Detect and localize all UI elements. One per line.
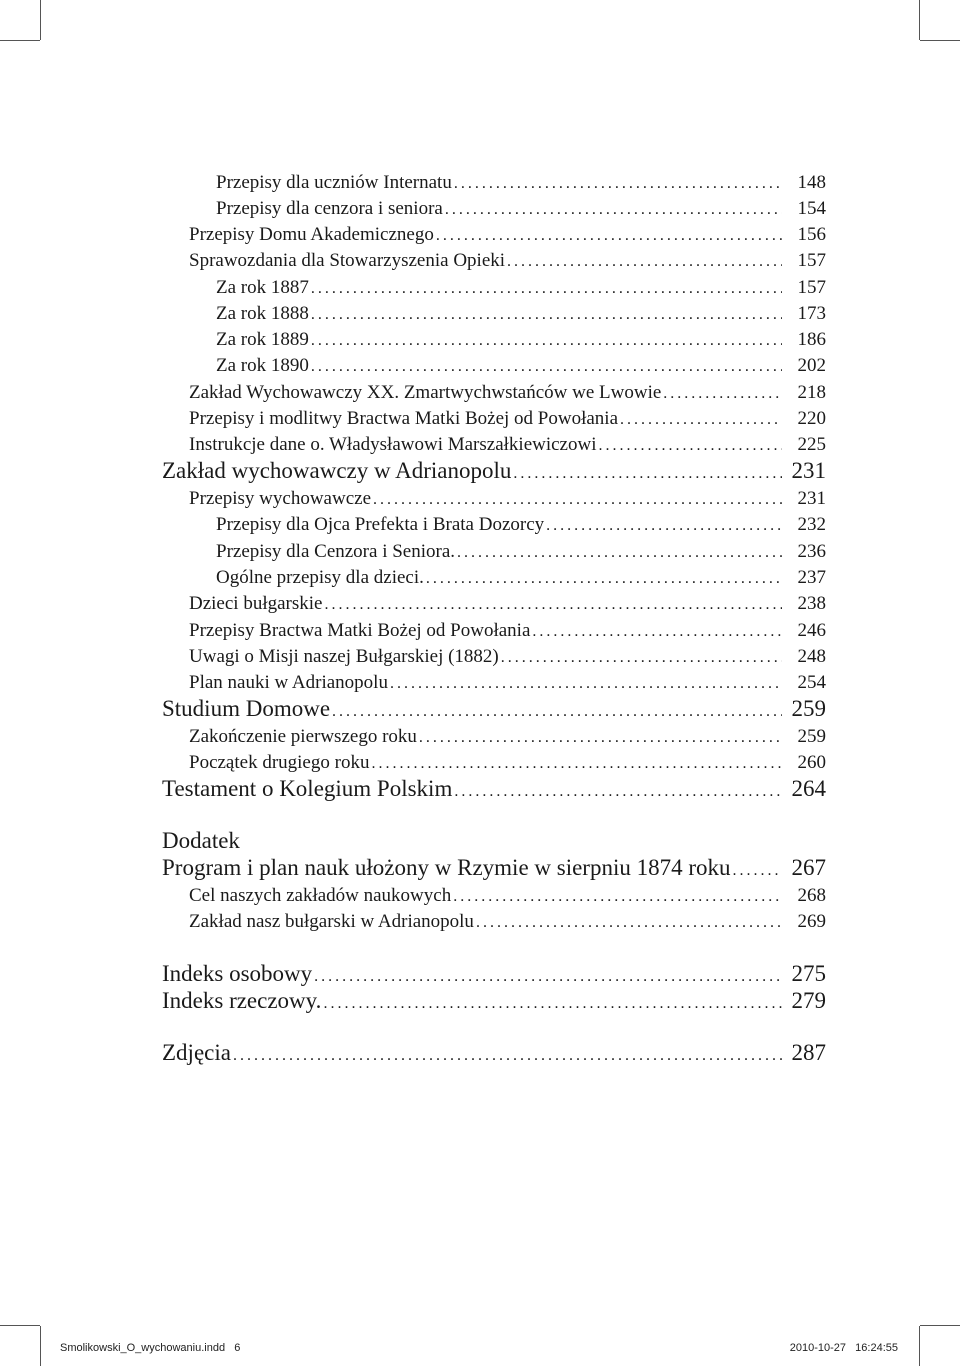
dot-leader bbox=[445, 201, 782, 219]
toc-entry-label: Przepisy Bractwa Matki Bożej od Powołania bbox=[189, 620, 531, 641]
toc-entry-label: Przepisy dla Ojca Prefekta i Brata Dozorcy bbox=[216, 514, 545, 535]
toc-entry[interactable] bbox=[189, 250, 826, 272]
toc-entry[interactable] bbox=[162, 776, 826, 802]
toc-entry-label: Przepisy dla uczniów Internatu bbox=[216, 172, 452, 193]
dot-leader bbox=[311, 332, 782, 350]
toc-page-number: 202 bbox=[797, 355, 826, 376]
dot-leader bbox=[733, 862, 782, 880]
toc-entry-label: Studium Domowe bbox=[162, 696, 331, 721]
toc-entry[interactable] bbox=[216, 567, 826, 589]
toc-entry[interactable] bbox=[189, 911, 826, 933]
toc-page-number: 218 bbox=[797, 382, 826, 403]
toc-entry[interactable] bbox=[162, 855, 826, 881]
dot-leader bbox=[546, 517, 782, 535]
toc-entry-label: Ogólne przepisy dla dzieci. bbox=[216, 567, 424, 588]
toc-page-number: 260 bbox=[797, 752, 826, 773]
toc-entry[interactable] bbox=[189, 593, 826, 615]
toc-entry-label: Zdjęcia bbox=[162, 1040, 231, 1065]
crop-mark bbox=[0, 40, 40, 41]
toc-entry[interactable] bbox=[189, 382, 826, 404]
toc-entry[interactable] bbox=[216, 277, 826, 299]
toc-page-number: 156 bbox=[797, 224, 826, 245]
toc-entry[interactable] bbox=[189, 488, 826, 510]
toc-page-number: 267 bbox=[791, 855, 826, 880]
toc-page-number: 157 bbox=[797, 277, 826, 298]
toc-entry-label: Instrukcje dane o. Władysławowi Marszałkiewiczowi bbox=[189, 434, 597, 455]
toc-entry-label: Za rok 1888 bbox=[216, 303, 309, 324]
toc-entry-label: Program i plan nauk ułożony w Rzymie w sierpniu 1874 roku bbox=[162, 855, 731, 880]
toc-entry-label: Zakład nasz bułgarski w Adrianopolu bbox=[189, 911, 474, 932]
toc-entry-label: Indeks osobowy bbox=[162, 961, 313, 986]
toc-entry-label: Indeks rzeczowy. bbox=[162, 988, 322, 1013]
toc-entry[interactable] bbox=[189, 672, 826, 694]
toc-page-number: 269 bbox=[797, 911, 826, 932]
dot-leader bbox=[599, 437, 783, 455]
dot-leader bbox=[501, 649, 782, 667]
toc-page-number: 268 bbox=[797, 885, 826, 906]
toc-page-number: 259 bbox=[797, 726, 826, 747]
toc-page-number: 225 bbox=[797, 434, 826, 455]
toc-page-number: 236 bbox=[797, 541, 826, 562]
toc-entry[interactable] bbox=[189, 646, 826, 668]
dot-leader bbox=[233, 1047, 782, 1065]
dot-leader bbox=[323, 995, 782, 1013]
toc-entry-label: Za rok 1890 bbox=[216, 355, 309, 376]
dot-leader bbox=[454, 175, 782, 193]
toc-page-number: 237 bbox=[797, 567, 826, 588]
toc-entry-label: Przepisy wychowawcze bbox=[189, 488, 372, 509]
dot-leader bbox=[311, 306, 782, 324]
toc-page-number: 275 bbox=[791, 961, 826, 986]
toc-entry-label: Przepisy dla Cenzora i Seniora. bbox=[216, 541, 456, 562]
toc-page-number: 186 bbox=[797, 329, 826, 350]
toc-entry-label: Przepisy i modlitwy Bractwa Matki Bożej od Powołania bbox=[189, 408, 619, 429]
dot-leader bbox=[453, 888, 782, 906]
dot-leader bbox=[332, 703, 782, 721]
toc-page-number: 173 bbox=[797, 303, 826, 324]
toc-entry[interactable] bbox=[189, 726, 826, 748]
toc-entry-label: Za rok 1887 bbox=[216, 277, 309, 298]
toc-page-number: 259 bbox=[791, 696, 826, 721]
crop-mark bbox=[919, 0, 920, 40]
toc-entry-label: Za rok 1889 bbox=[216, 329, 309, 350]
toc-page-number: 154 bbox=[797, 198, 826, 219]
toc-entry[interactable] bbox=[162, 458, 826, 484]
toc-entry-label: Zakład wychowawczy w Adrianopolu bbox=[162, 458, 512, 483]
crop-mark bbox=[40, 1326, 41, 1366]
toc-entry[interactable] bbox=[216, 541, 826, 563]
toc-entry-label: Dzieci bułgarskie bbox=[189, 593, 323, 614]
toc-entry-label: Początek drugiego roku bbox=[189, 752, 370, 773]
toc-page-number: 157 bbox=[797, 250, 826, 271]
toc-entry[interactable] bbox=[189, 885, 826, 907]
toc-page-number: 220 bbox=[797, 408, 826, 429]
toc-entry[interactable] bbox=[162, 961, 826, 987]
toc-page-number: 246 bbox=[797, 620, 826, 641]
dot-leader bbox=[663, 385, 782, 403]
crop-mark bbox=[0, 1325, 40, 1326]
toc-entry[interactable] bbox=[162, 1040, 826, 1066]
crop-mark bbox=[920, 40, 960, 41]
dot-leader bbox=[436, 227, 782, 245]
toc-entry-label: Uwagi o Misji naszej Bułgarskiej (1882) bbox=[189, 646, 499, 667]
toc-entry[interactable] bbox=[216, 329, 826, 351]
toc-entry[interactable] bbox=[216, 355, 826, 377]
toc-entry-label: Zakład Wychowawczy XX. Zmartwychwstańców we Lwowie bbox=[189, 382, 662, 403]
dot-leader bbox=[311, 358, 782, 376]
toc-page-number: 231 bbox=[791, 458, 826, 483]
crop-mark bbox=[919, 1326, 920, 1366]
dot-leader bbox=[507, 253, 782, 271]
toc-entry-label: Przepisy dla cenzora i seniora bbox=[216, 198, 443, 219]
toc-page-number: 238 bbox=[797, 593, 826, 614]
print-slug-footer bbox=[60, 1342, 898, 1354]
toc-page-number: 287 bbox=[791, 1040, 826, 1065]
toc-entry-label: Cel naszych zakładów naukowych bbox=[189, 885, 452, 906]
toc-entry[interactable] bbox=[162, 988, 826, 1014]
dot-leader bbox=[513, 465, 782, 483]
toc-entry[interactable] bbox=[189, 752, 826, 774]
toc-entry[interactable] bbox=[189, 434, 826, 456]
dot-leader bbox=[457, 544, 782, 562]
dot-leader bbox=[532, 623, 782, 641]
toc-entry-label: Plan nauki w Adrianopolu bbox=[189, 672, 388, 693]
toc-entry[interactable] bbox=[216, 172, 826, 194]
toc-entry-label: Sprawozdania dla Stowarzyszenia Opieki bbox=[189, 250, 506, 271]
toc-entry[interactable] bbox=[216, 303, 826, 325]
footer-timestamp: 2010-10-27 16:24:55 bbox=[789, 1342, 898, 1354]
dot-leader bbox=[454, 783, 782, 801]
dot-leader bbox=[419, 729, 782, 747]
dot-leader bbox=[426, 570, 782, 588]
toc-entry-label: Zakończenie pierwszego roku bbox=[189, 726, 417, 747]
toc-entry[interactable] bbox=[189, 408, 826, 430]
dot-leader bbox=[311, 280, 782, 298]
toc-entry[interactable] bbox=[216, 514, 826, 536]
dot-leader bbox=[314, 968, 782, 986]
toc-page-number: 148 bbox=[797, 172, 826, 193]
dot-leader bbox=[373, 491, 782, 509]
dot-leader bbox=[390, 675, 782, 693]
dot-leader bbox=[620, 411, 782, 429]
crop-mark bbox=[40, 0, 41, 40]
toc-page-number: 231 bbox=[797, 488, 826, 509]
toc-entry-label: Testament o Kolegium Polskim bbox=[162, 776, 453, 801]
toc-entry[interactable] bbox=[189, 224, 826, 246]
toc-page-number: 279 bbox=[791, 988, 826, 1013]
appendix-heading: Dodatek bbox=[162, 828, 240, 853]
toc-page-number: 254 bbox=[797, 672, 826, 693]
crop-mark bbox=[920, 1325, 960, 1326]
footer-filename: Smolikowski_O_wychowaniu.indd 6 bbox=[60, 1342, 241, 1354]
toc-page-number: 232 bbox=[797, 514, 826, 535]
toc-page-number: 248 bbox=[797, 646, 826, 667]
dot-leader bbox=[371, 755, 782, 773]
dot-leader bbox=[324, 596, 782, 614]
toc-entry[interactable] bbox=[216, 198, 826, 220]
toc-page-number: 264 bbox=[791, 776, 826, 801]
toc-entry-label: Przepisy Domu Akademicznego bbox=[189, 224, 434, 245]
toc-entry[interactable] bbox=[162, 696, 826, 722]
toc-entry[interactable] bbox=[189, 620, 826, 642]
dot-leader bbox=[476, 914, 782, 932]
